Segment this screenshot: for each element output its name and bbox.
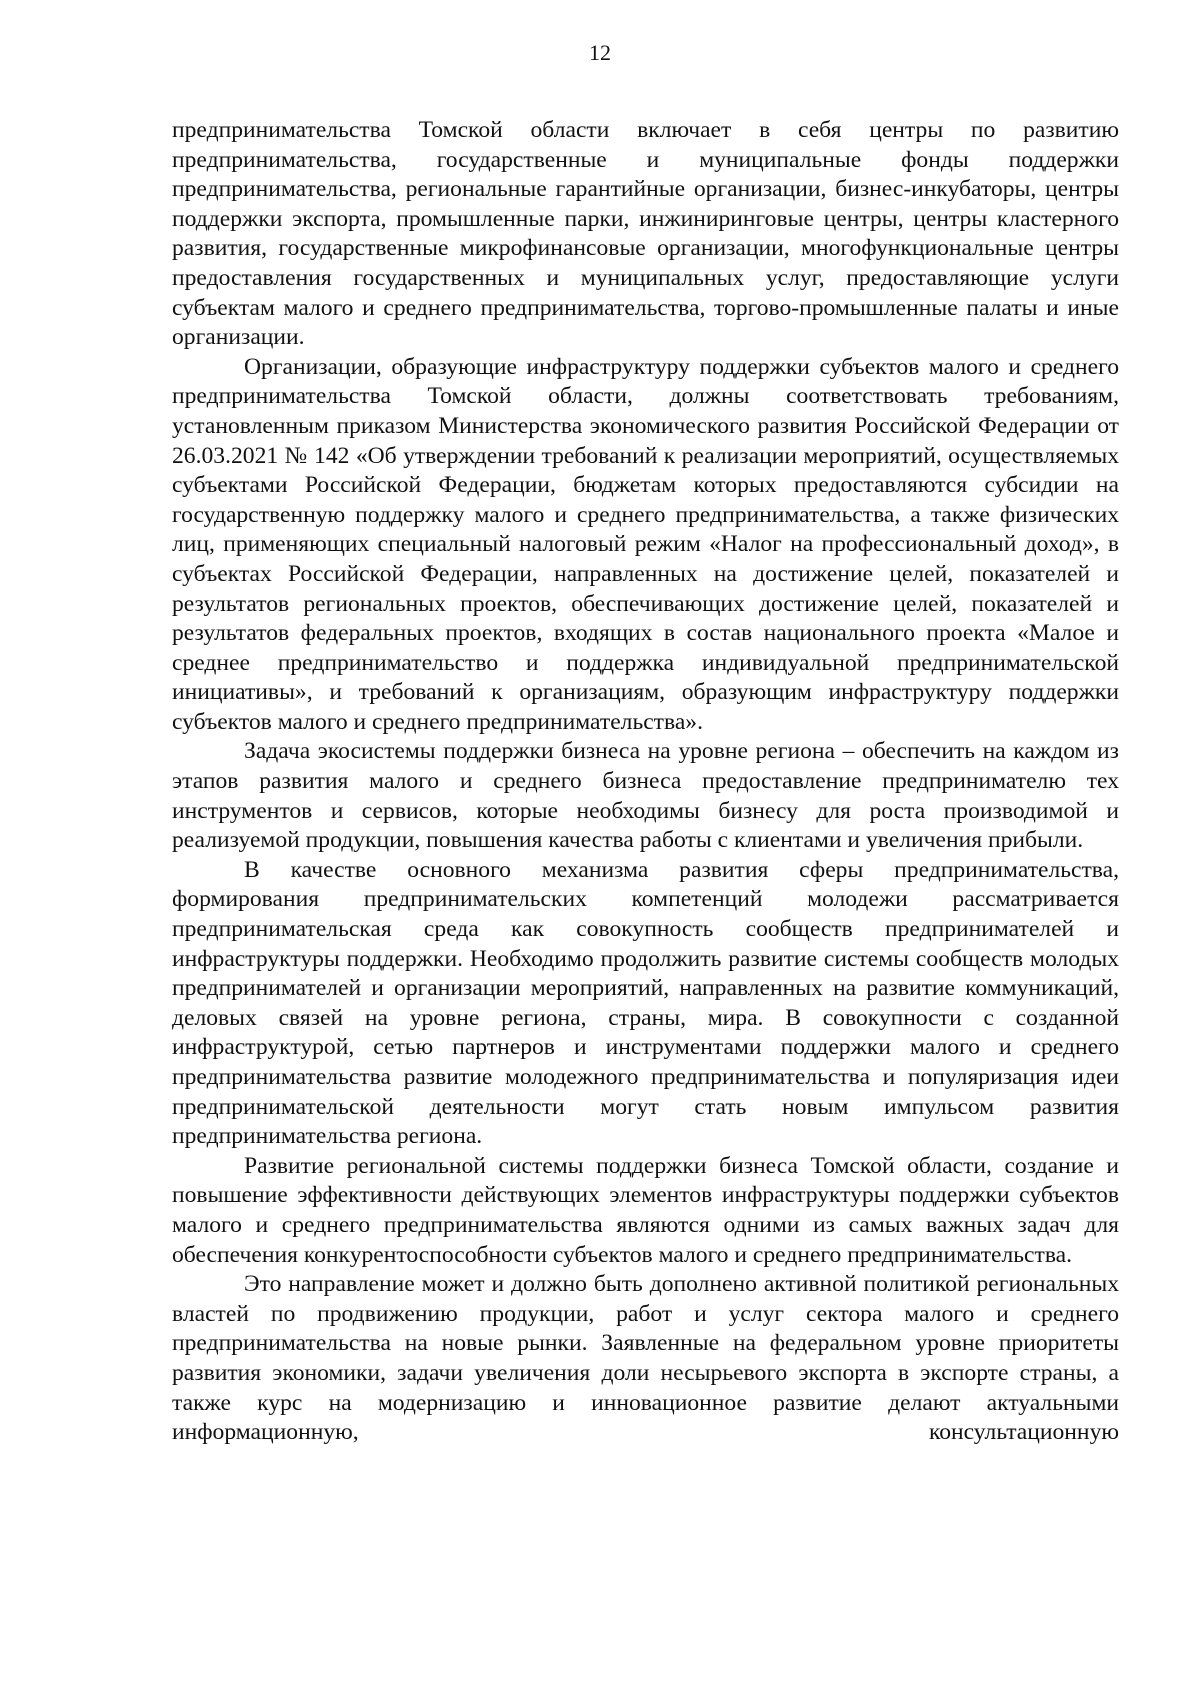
paragraph: предпринимательства Томской области включает в себя центры по развитию предпринимательства, государственные и муниципальные фонды поддержки предпринимательства, региональные гарантийные организации, бизнес-инкубаторы, центры поддержки экспорта, промышленные парки, инжиниринговые центры, центры кластерного развития, государственные микрофинансовые организации, многофункциональные центры предоставления государственных и муниципальных услуг, предоставляющие услуги субъектам малого и среднего предпринимательства, торгово-промышленные палаты и иные организации. (172, 117, 1119, 351)
paragraph: Развитие региональной системы поддержки бизнеса Томской области, создание и повышение эффективности действующих элементов инфраструктуры поддержки субъектов малого и среднего предпринимательства являются одними из самых важных задач для обеспечения конкурентоспособности субъектов малого и среднего предпринимательства. (172, 1152, 1119, 1268)
paragraph: Задача экосистемы поддержки бизнеса на уровне региона – обеспечить на каждом из этапов развития малого и среднего бизнеса предоставление предпринимателю тех инструментов и сервисов, которые необходимы бизнесу для роста производимой и реализуемой продукции, повышения качества работы с клиентами и увеличения прибыли. (172, 738, 1119, 854)
paragraph: Это направление может и должно быть дополнено активной политикой региональных властей по продвижению продукции, работ и услуг сектора малого и среднего предпринимательства на новые рынки. Заявленные на федеральном уровне приоритеты развития экономики, задачи увеличения доли несырьевого экспорта в экспорте страны, а также курс на модернизацию и инновационное развитие делают актуальными информационную, консультационную (172, 1271, 1119, 1446)
paragraph: Организации, образующие инфраструктуру поддержки субъектов малого и среднего предпринимательства Томской области, должны соответствовать требованиям, установленным приказом Министерства экономического развития Российской Федерации от 26.03.2021 № 142 «Об утверждении требований к реализации мероприятий, осуществляемых субъектами Российской Федерации, бюджетам которых предоставляются субсидии на государственную поддержку малого и среднего предпринимательства, а также физических лиц, применяющих специальный налоговый режим «Налог на профессиональный доход», в субъектах Российской Федерации, направленных на достижение целей, показателей и результатов региональных проектов, обеспечивающих достижение целей, показателей и результатов федеральных проектов, входящих в состав национального проекта «Малое и среднее предпринимательство и поддержка индивидуальной предпринимательской инициативы», и требований к организациям, образующим инфраструктуру поддержки субъектов малого и среднего предпринимательства». (172, 353, 1119, 735)
paragraph: В качестве основного механизма развития сферы предпринимательства, формирования предпринимательских компетенций молодежи рассматривается предпринимательская среда как совокупность сообществ предпринимателей и инфраструктуры поддержки. Необходимо продолжить развитие системы сообществ молодых предпринимателей и организации мероприятий, направленных на развитие коммуникаций, деловых связей на уровне региона, страны, мира. В совокупности с созданной инфраструктурой, сетью партнеров и инструментами поддержки малого и среднего предпринимательства развитие молодежного предпринимательства и популяризация идеи предпринимательской деятельности могут стать новым импульсом развития предпринимательства региона. (172, 856, 1119, 1150)
page-number: 12 (589, 40, 611, 65)
body-text (172, 116, 1119, 1448)
